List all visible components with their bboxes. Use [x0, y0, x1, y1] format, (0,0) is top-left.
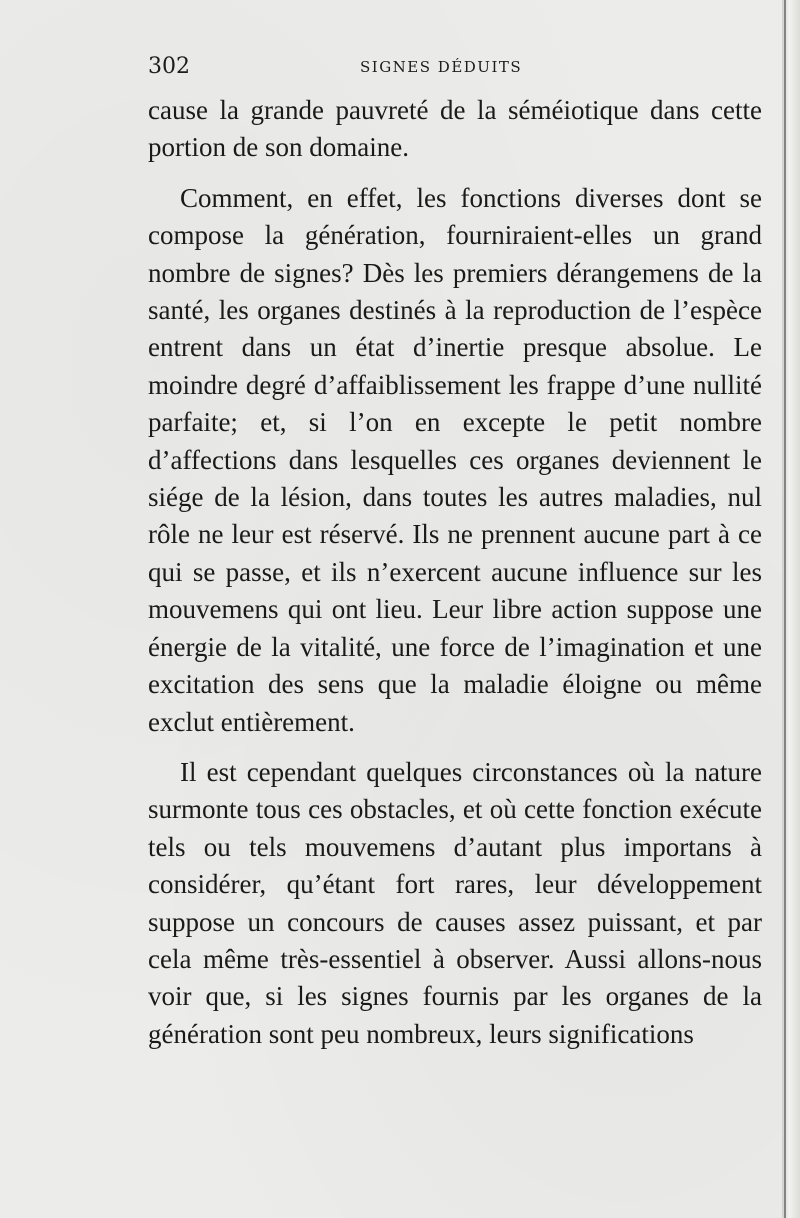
paragraph: Comment, en effet, les fonctions diverses dont se compose la génération, fourniraient-elles un grand nombre de signes? Dès les premiers dérangemens de la santé, les organes destinés à la reproduction de l’espèce entrent dans un état d’inertie presque absolue. Le moindre degré d’affaiblissement les frappe d’une nullité parfaite; et, si l’on en excepte le petit nombre d’affections dans lesquelles ces organes deviennent le siége de la lésion, dans toutes les autres maladies, nul rôle ne leur est réservé. Ils ne prennent aucune part à ce qui se passe, et ils n’exercent aucune influence sur les mouvemens qui ont lieu. Leur libre action suppose une énergie de la vitalité, une force de l’imagination et une excitation des sens que la maladie éloigne ou même exclut entièrement.	[148, 182, 762, 737]
running-head: SIGNES DÉDUITS	[360, 58, 523, 76]
page-edge	[782, 0, 800, 1218]
paragraph-continuation: cause la grande pauvreté de la séméiotique dans cette portion de son domaine.	[148, 95, 762, 163]
paragraph: Il est cependant quelques circonstances où la nature surmonte tous ces obstacles, et où cette fonction exécute tels ou tels mouvemens d’autant plus importans à considérer, qu’étant fort rares, leur développement suppose un concours de causes assez puissant, et par cela même très-essentiel à observer. Aussi allons-nous voir que, si les signes fournis par les organes de la génération sont peu nombreux, leurs significations	[148, 756, 762, 1049]
page-number: 302	[148, 54, 190, 79]
body-text	[148, 92, 762, 1053]
page-header	[148, 54, 760, 84]
